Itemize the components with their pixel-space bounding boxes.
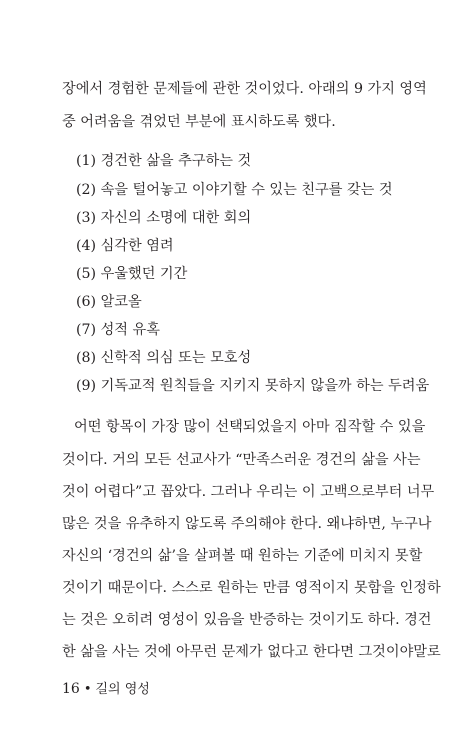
- list-item: (7) 성적 유혹: [76, 322, 160, 338]
- paragraph-line: 는 것은 오히려 영성이 있음을 반증하는 것이기도 하다. 경건: [62, 612, 432, 628]
- footer-separator: •: [83, 682, 92, 697]
- list-item: (5) 우울했던 기간: [76, 266, 188, 282]
- intro-line-2: 중 어려움을 겪었던 부분에 표시하도록 했다.: [62, 114, 336, 130]
- intro-line-1: 장에서 경험한 문제들에 관한 것이었다. 아래의 9 가지 영역: [62, 81, 427, 97]
- page-number: 16: [62, 681, 80, 697]
- list-item: (3) 자신의 소명에 대한 회의: [76, 210, 252, 226]
- list-item: (4) 심각한 염려: [76, 238, 174, 254]
- list-item: (9) 기독교적 원칙들을 지키지 못하지 않을까 하는 두려움: [76, 378, 430, 394]
- paragraph-line: 어떤 항목이 가장 많이 선택되었을지 아마 짐작할 수 있을: [74, 419, 426, 435]
- page-footer: [62, 680, 150, 699]
- paragraph-line: 한 삶을 사는 것에 아무런 문제가 없다고 한다면 그것이야말로: [62, 644, 441, 660]
- list-item: (8) 신학적 의심 또는 모호성: [76, 350, 252, 366]
- book-title: 길의 영성: [95, 682, 150, 697]
- paragraph-line: 것이다. 거의 모든 선교사가 “만족스러운 경건의 삶을 사는: [62, 452, 421, 468]
- list-item: (2) 속을 털어놓고 이야기할 수 있는 친구를 갖는 것: [76, 182, 393, 198]
- list-item: (1) 경건한 삶을 추구하는 것: [76, 153, 252, 169]
- paragraph-line: 것이 어렵다”고 꼽았다. 그러나 우리는 이 고백으로부터 너무: [62, 484, 435, 500]
- paragraph-line: 자신의 ‘경건의 삶’을 살펴볼 때 원하는 기준에 미치지 못할: [62, 548, 423, 564]
- list-item: (6) 알코올: [76, 294, 142, 310]
- paragraph-line: 많은 것을 유추하지 않도록 주의해야 한다. 왜냐하면, 누구나: [62, 516, 432, 532]
- paragraph-line: 것이기 때문이다. 스스로 원하는 만큼 영적이지 못함을 인정하: [62, 580, 441, 596]
